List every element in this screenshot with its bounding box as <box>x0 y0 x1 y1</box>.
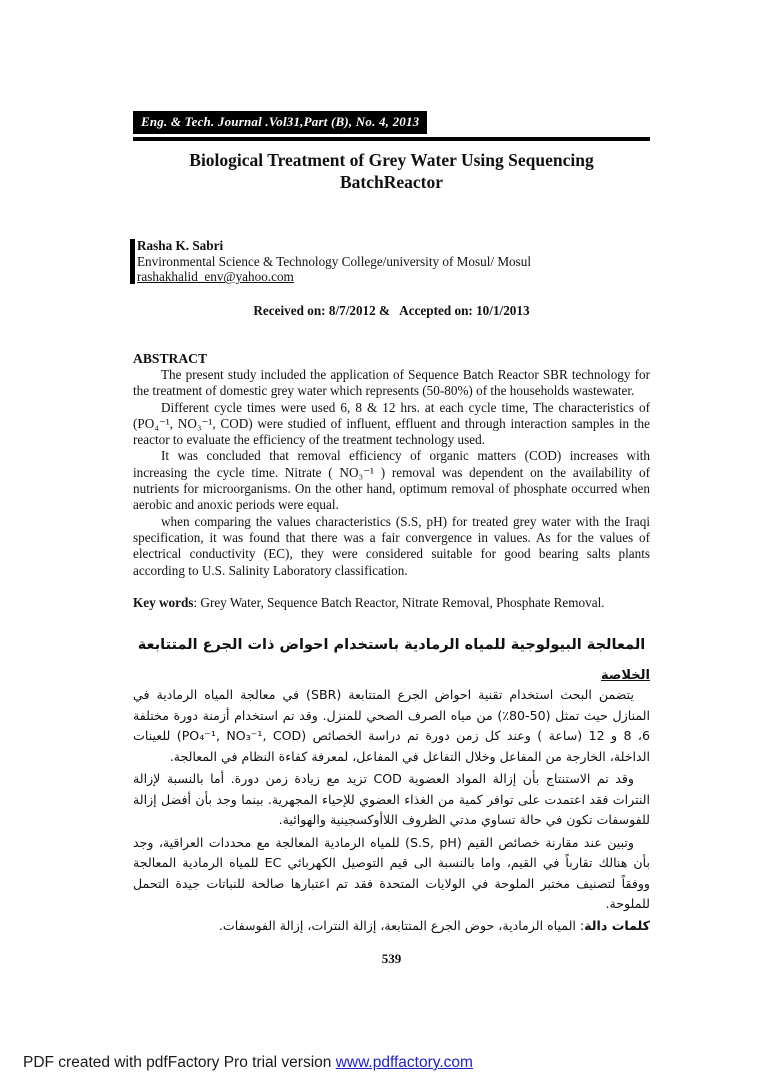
arabic-paragraph: وقد تم الاستنتاج بأن إزالة المواد العضوية COD تزيد مع زيادة زمن دورة. أما بالنسبة لإزالة النترات فقد اعتمدت على توافر كمية من الغذاء العضوي للإحياء المجهرية. بينما وجد بأن أفضل إزالة للفوسفات تكون في حالة تساوي مدتي الظروف اللاأوكسجينية والهوائية. <box>133 771 650 828</box>
arabic-keywords-label: كلمات دالة <box>584 917 650 933</box>
abstract-paragraph: It was concluded that removal efficiency of organic matters (COD) increases with increasing the cycle time. Nitrate ( NO₃⁻¹ ) removal was dependent on the availability of nutrients for microorganisms. On the other hand, optimum removal of phosphate occurred when aerobic and anoxic periods were equal. <box>133 448 650 513</box>
footer-link[interactable]: www.pdffactory.com <box>335 1054 473 1071</box>
abstract-heading: ABSTRACT <box>133 351 208 366</box>
arabic-paragraph: وتبين عند مقارنة خصائص القيم (S.S, pH) للمياه الرمادية المعالجة مع محددات العراقية، وجد بأن هنالك تقارباً في القيم، واما بالنسبة الى قيم التوصيل الكهربائي EC للمياه الرمادية المعالجة ووفقاً لتصنيف مختبر الملوحة في الولايات المتحدة فقد تم اعتبارها صالحة للنباتات جيدة التحمل للملوحة. <box>133 834 650 912</box>
abstract-paragraph: The present study included the application of Sequence Batch Reactor SBR technology for the treatment of domestic grey water which represents (50-80%) of the households wastewater. <box>133 367 650 399</box>
author-block <box>137 238 650 285</box>
arabic-paragraph: يتضمن البحث استخدام تقنية احواض الجرع المتتابعة (SBR) في معالجة المياه الرمادية في المنازل حيث تمثل (50-80٪) من مياه الصرف الصحي للمنزل. وقد تم استخدام أزمنة دورة مختلفة 6، 8 و 12 (ساعة ) وعند كل زمن دورة تم دراسة الخصائص (PO₄⁻¹, NO₃⁻¹, COD) للعينات الداخلة، الخارجة من المفاعل وخلال التفاعل في المفاعل، لمعرفة كفاءة النظام في المعالجة. <box>133 687 651 764</box>
arabic-keywords-line <box>133 916 650 937</box>
abstract-paragraph: Different cycle times were used 6, 8 & 12 hrs. at each cycle time, The characteristics of (PO₄⁻¹, NO₃⁻¹, COD) were studied of influent, effluent and through interaction samples in the reactor to evaluate the efficiency of the treatment technology used. <box>133 399 650 448</box>
arabic-keywords-text: : المياه الرمادية، حوض الجرع المتتابعة، إزالة النترات، إزالة الفوسفات. <box>218 917 585 933</box>
arabic-title: المعالجة البيولوجية للمياه الرمادية باستخدام احواض ذات الجرع المتتابعة <box>137 637 646 654</box>
paper-title: Biological Treatment of Grey Water Using Sequencing BatchReactor <box>189 150 594 192</box>
keywords-text: : Grey Water, Sequence Batch Reactor, Nitrate Removal, Phosphate Removal. <box>193 594 605 610</box>
abstract-paragraph: when comparing the values characteristics (S.S, pH) for treated grey water with the Iraqi specification, it was found that there was a fair convergence in values. As for the values of electrical conductivity (EC), they were considered suitable for good bearing salts plants according to U.S. Salinity Laboratory classification. <box>133 513 650 578</box>
received-accepted-line: Received on: 8/7/2012 & Accepted on: 10/1/2013 <box>253 303 530 318</box>
footer-text: PDF created with pdfFactory Pro trial version <box>23 1054 336 1071</box>
author-sidebar-rule <box>130 239 135 284</box>
author-affiliation: Environmental Science & Technology College/university of Mosul/ Mosul <box>137 253 532 269</box>
arabic-abstract-heading: الخلاصة <box>600 668 650 684</box>
keywords-line <box>133 595 650 611</box>
paper-body <box>133 351 650 936</box>
paper-title-wrap <box>133 150 650 193</box>
footer-bar <box>23 1054 473 1072</box>
author-name: Rasha K. Sabri <box>137 238 224 253</box>
keywords-label: Key words <box>133 594 194 610</box>
journal-header-badge: Eng. & Tech. Journal .Vol31,Part (B), No. 4, 2013 <box>133 111 427 134</box>
author-email-link[interactable]: rashakhalid_env@yahoo.com <box>137 269 294 285</box>
journal-header-rule <box>133 137 650 141</box>
page-number: 539 <box>381 951 402 966</box>
